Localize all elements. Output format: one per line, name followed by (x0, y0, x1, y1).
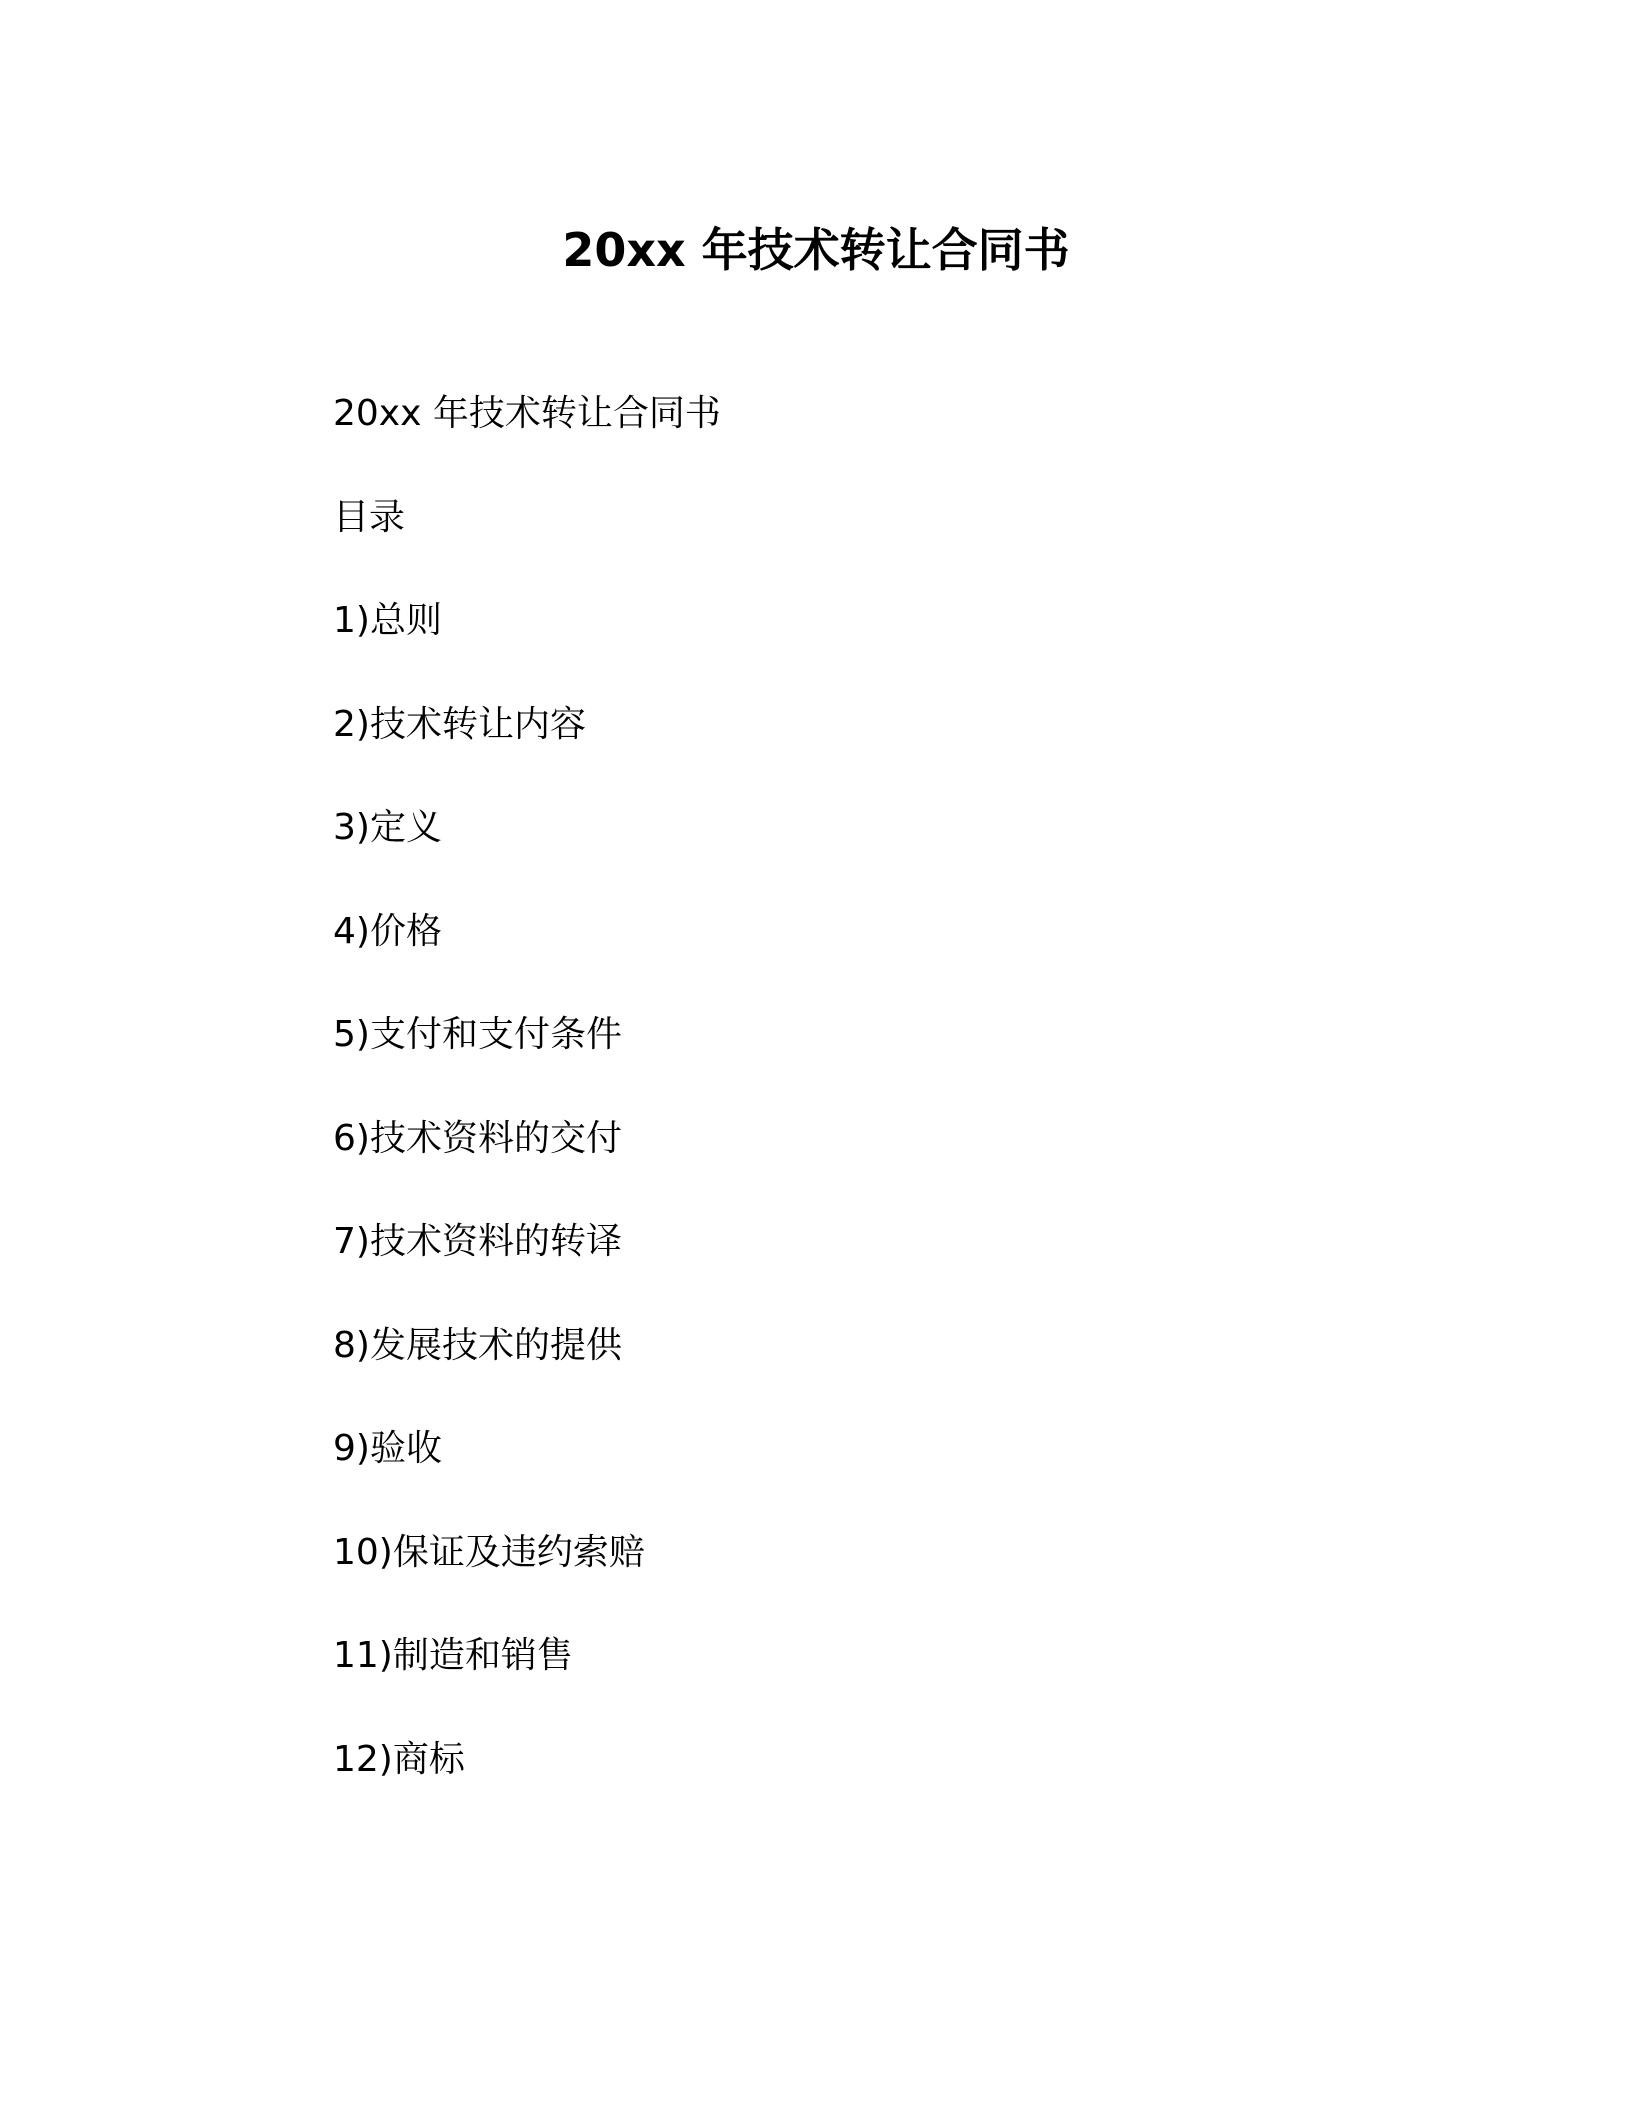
toc-item: 5)支付和支付条件 (333, 1014, 622, 1055)
toc-item: 11)制造和销售 (333, 1635, 573, 1676)
toc-item: 4)价格 (333, 910, 442, 952)
toc-item: 7)技术资料的转译 (333, 1221, 622, 1262)
document-body (333, 392, 1333, 1841)
toc-item: 12)商标 (333, 1738, 465, 1780)
document-title: 20xx 年技术转让合同书 (562, 223, 1070, 277)
document-subtitle: 20xx 年技术转让合同书 (333, 393, 721, 434)
toc-item: 3)定义 (333, 807, 442, 848)
toc-item: 9)验收 (333, 1428, 442, 1469)
toc-item: 1)总则 (333, 600, 442, 641)
toc-item: 6)技术资料的交付 (333, 1117, 622, 1159)
toc-heading: 目录 (333, 496, 406, 538)
toc-item: 8)发展技术的提供 (333, 1324, 622, 1366)
toc-item: 10)保证及违约索赔 (333, 1531, 645, 1573)
toc-item: 2)技术转让内容 (333, 703, 586, 745)
